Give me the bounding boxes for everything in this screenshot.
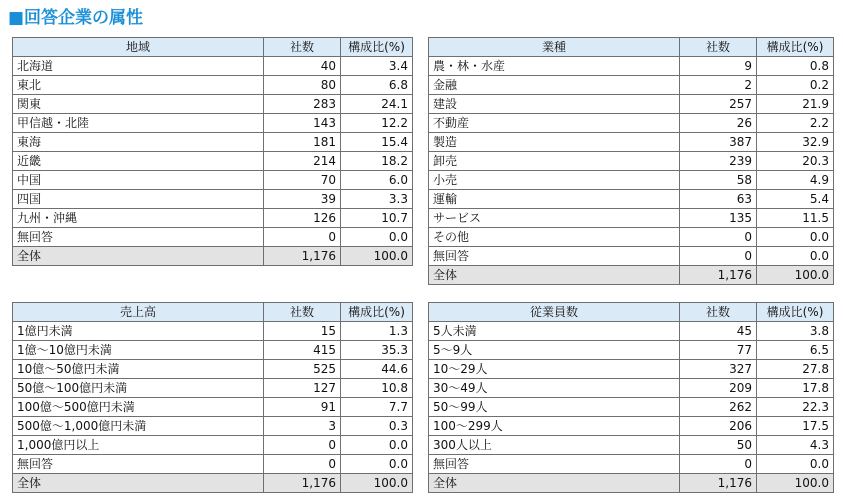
count-cell: 0 xyxy=(264,228,341,247)
table-row xyxy=(429,379,834,398)
count-cell: 39 xyxy=(264,190,341,209)
ratio-cell: 3.4 xyxy=(341,57,413,76)
count-cell: 0 xyxy=(680,455,757,474)
ratio-cell: 100.0 xyxy=(757,266,834,285)
category-cell: 無回答 xyxy=(13,455,264,474)
table-row xyxy=(13,379,413,398)
count-cell: 525 xyxy=(264,360,341,379)
category-cell: 1億円未満 xyxy=(13,322,264,341)
ratio-cell: 6.5 xyxy=(757,341,834,360)
table-row xyxy=(13,360,413,379)
table-total-row xyxy=(13,247,413,266)
table-row xyxy=(13,322,413,341)
employees-table xyxy=(428,302,834,493)
count-cell: 1,176 xyxy=(264,247,341,266)
table-row xyxy=(429,152,834,171)
count-header: 社数 xyxy=(680,38,757,57)
count-cell: 387 xyxy=(680,133,757,152)
table-row xyxy=(429,133,834,152)
category-cell: 東北 xyxy=(13,76,264,95)
category-cell: 九州・沖縄 xyxy=(13,209,264,228)
count-cell: 40 xyxy=(264,57,341,76)
category-cell: 小売 xyxy=(429,171,680,190)
category-cell: 不動産 xyxy=(429,114,680,133)
table-row xyxy=(429,95,834,114)
ratio-cell: 0.0 xyxy=(341,436,413,455)
category-cell: 10億～50億円未満 xyxy=(13,360,264,379)
count-cell: 327 xyxy=(680,360,757,379)
category-cell: その他 xyxy=(429,228,680,247)
count-cell: 1,176 xyxy=(680,474,757,493)
ratio-cell: 3.8 xyxy=(757,322,834,341)
page-title: ■回答企業の属性 xyxy=(8,8,144,28)
ratio-cell: 0.0 xyxy=(757,455,834,474)
category-cell: 1,000億円以上 xyxy=(13,436,264,455)
ratio-header: 構成比(%) xyxy=(341,303,413,322)
category-cell: 30～49人 xyxy=(429,379,680,398)
ratio-cell: 7.7 xyxy=(341,398,413,417)
table-header-row xyxy=(13,303,413,322)
category-cell: 5～9人 xyxy=(429,341,680,360)
category-cell: 農・林・水産 xyxy=(429,57,680,76)
category-cell: 金融 xyxy=(429,76,680,95)
ratio-cell: 0.0 xyxy=(757,228,834,247)
category-cell: 建設 xyxy=(429,95,680,114)
table-row xyxy=(429,417,834,436)
table-row xyxy=(429,190,834,209)
category-cell: 全体 xyxy=(429,474,680,493)
category-header: 地域 xyxy=(13,38,264,57)
count-cell: 135 xyxy=(680,209,757,228)
ratio-cell: 0.2 xyxy=(757,76,834,95)
category-cell: 無回答 xyxy=(429,247,680,266)
count-cell: 70 xyxy=(264,171,341,190)
count-cell: 126 xyxy=(264,209,341,228)
table-header-row xyxy=(429,303,834,322)
category-header: 業種 xyxy=(429,38,680,57)
count-cell: 80 xyxy=(264,76,341,95)
ratio-cell: 1.3 xyxy=(341,322,413,341)
table-row xyxy=(13,209,413,228)
count-cell: 15 xyxy=(264,322,341,341)
category-cell: 10～29人 xyxy=(429,360,680,379)
ratio-cell: 27.8 xyxy=(757,360,834,379)
table-row xyxy=(13,57,413,76)
ratio-cell: 100.0 xyxy=(341,247,413,266)
ratio-cell: 0.3 xyxy=(341,417,413,436)
count-cell: 206 xyxy=(680,417,757,436)
ratio-cell: 10.7 xyxy=(341,209,413,228)
ratio-cell: 15.4 xyxy=(341,133,413,152)
table-row xyxy=(429,57,834,76)
category-cell: 甲信越・北陸 xyxy=(13,114,264,133)
category-cell: 卸売 xyxy=(429,152,680,171)
table-row xyxy=(429,322,834,341)
table-row xyxy=(13,341,413,360)
count-cell: 2 xyxy=(680,76,757,95)
count-cell: 0 xyxy=(264,436,341,455)
table-row xyxy=(13,114,413,133)
count-cell: 239 xyxy=(680,152,757,171)
category-header: 売上高 xyxy=(13,303,264,322)
table-header-row xyxy=(429,38,834,57)
category-cell: 100～299人 xyxy=(429,417,680,436)
count-header: 社数 xyxy=(264,303,341,322)
count-cell: 63 xyxy=(680,190,757,209)
count-cell: 283 xyxy=(264,95,341,114)
category-cell: 東海 xyxy=(13,133,264,152)
category-cell: 100億～500億円未満 xyxy=(13,398,264,417)
count-cell: 26 xyxy=(680,114,757,133)
ratio-header: 構成比(%) xyxy=(757,303,834,322)
category-cell: 関東 xyxy=(13,95,264,114)
category-header: 従業員数 xyxy=(429,303,680,322)
sales-table xyxy=(12,302,413,493)
table-row xyxy=(13,76,413,95)
table-row xyxy=(429,398,834,417)
ratio-cell: 0.0 xyxy=(757,247,834,266)
ratio-cell: 12.2 xyxy=(341,114,413,133)
ratio-cell: 44.6 xyxy=(341,360,413,379)
category-cell: 50～99人 xyxy=(429,398,680,417)
ratio-header: 構成比(%) xyxy=(757,38,834,57)
ratio-cell: 0.8 xyxy=(757,57,834,76)
table-total-row xyxy=(13,474,413,493)
table-row xyxy=(429,247,834,266)
count-cell: 214 xyxy=(264,152,341,171)
industry-table xyxy=(428,37,834,285)
ratio-cell: 100.0 xyxy=(341,474,413,493)
ratio-cell: 2.2 xyxy=(757,114,834,133)
count-cell: 181 xyxy=(264,133,341,152)
table-row xyxy=(429,171,834,190)
category-cell: 運輸 xyxy=(429,190,680,209)
table-row xyxy=(429,114,834,133)
category-cell: 50億～100億円未満 xyxy=(13,379,264,398)
table-row xyxy=(13,171,413,190)
category-cell: 無回答 xyxy=(13,228,264,247)
table-total-row xyxy=(429,474,834,493)
ratio-cell: 4.9 xyxy=(757,171,834,190)
ratio-cell: 21.9 xyxy=(757,95,834,114)
table-row xyxy=(13,133,413,152)
ratio-cell: 20.3 xyxy=(757,152,834,171)
count-cell: 0 xyxy=(264,455,341,474)
ratio-cell: 6.8 xyxy=(341,76,413,95)
count-cell: 127 xyxy=(264,379,341,398)
count-cell: 3 xyxy=(264,417,341,436)
count-cell: 209 xyxy=(680,379,757,398)
ratio-cell: 0.0 xyxy=(341,228,413,247)
table-row xyxy=(13,95,413,114)
count-cell: 1,176 xyxy=(264,474,341,493)
count-cell: 415 xyxy=(264,341,341,360)
count-cell: 262 xyxy=(680,398,757,417)
table-row xyxy=(13,398,413,417)
ratio-cell: 5.4 xyxy=(757,190,834,209)
count-cell: 143 xyxy=(264,114,341,133)
table-row xyxy=(429,455,834,474)
table-row xyxy=(429,76,834,95)
count-cell: 0 xyxy=(680,228,757,247)
category-cell: サービス xyxy=(429,209,680,228)
ratio-cell: 35.3 xyxy=(341,341,413,360)
table-row xyxy=(429,228,834,247)
category-cell: 300人以上 xyxy=(429,436,680,455)
table-total-row xyxy=(429,266,834,285)
count-cell: 45 xyxy=(680,322,757,341)
table-row xyxy=(429,209,834,228)
ratio-header: 構成比(%) xyxy=(341,38,413,57)
ratio-cell: 10.8 xyxy=(341,379,413,398)
category-cell: 5人未満 xyxy=(429,322,680,341)
ratio-cell: 0.0 xyxy=(341,455,413,474)
ratio-cell: 17.5 xyxy=(757,417,834,436)
count-cell: 0 xyxy=(680,247,757,266)
category-cell: 北海道 xyxy=(13,57,264,76)
ratio-cell: 4.3 xyxy=(757,436,834,455)
table-row xyxy=(13,436,413,455)
ratio-cell: 17.8 xyxy=(757,379,834,398)
ratio-cell: 3.3 xyxy=(341,190,413,209)
count-cell: 50 xyxy=(680,436,757,455)
count-cell: 1,176 xyxy=(680,266,757,285)
table-row xyxy=(429,341,834,360)
category-cell: 四国 xyxy=(13,190,264,209)
table-row xyxy=(13,455,413,474)
category-cell: 全体 xyxy=(429,266,680,285)
category-cell: 無回答 xyxy=(429,455,680,474)
table-row xyxy=(13,228,413,247)
ratio-cell: 32.9 xyxy=(757,133,834,152)
ratio-cell: 100.0 xyxy=(757,474,834,493)
table-row xyxy=(429,360,834,379)
category-cell: 中国 xyxy=(13,171,264,190)
category-cell: 500億～1,000億円未満 xyxy=(13,417,264,436)
count-cell: 58 xyxy=(680,171,757,190)
count-cell: 9 xyxy=(680,57,757,76)
table-row xyxy=(13,190,413,209)
count-cell: 77 xyxy=(680,341,757,360)
category-cell: 製造 xyxy=(429,133,680,152)
ratio-cell: 6.0 xyxy=(341,171,413,190)
ratio-cell: 11.5 xyxy=(757,209,834,228)
region-table xyxy=(12,37,413,266)
ratio-cell: 24.1 xyxy=(341,95,413,114)
table-header-row xyxy=(13,38,413,57)
table-row xyxy=(13,152,413,171)
table-row xyxy=(13,417,413,436)
count-cell: 257 xyxy=(680,95,757,114)
category-cell: 近畿 xyxy=(13,152,264,171)
count-cell: 91 xyxy=(264,398,341,417)
category-cell: 全体 xyxy=(13,474,264,493)
count-header: 社数 xyxy=(264,38,341,57)
ratio-cell: 22.3 xyxy=(757,398,834,417)
category-cell: 1億～10億円未満 xyxy=(13,341,264,360)
ratio-cell: 18.2 xyxy=(341,152,413,171)
count-header: 社数 xyxy=(680,303,757,322)
category-cell: 全体 xyxy=(13,247,264,266)
table-row xyxy=(429,436,834,455)
